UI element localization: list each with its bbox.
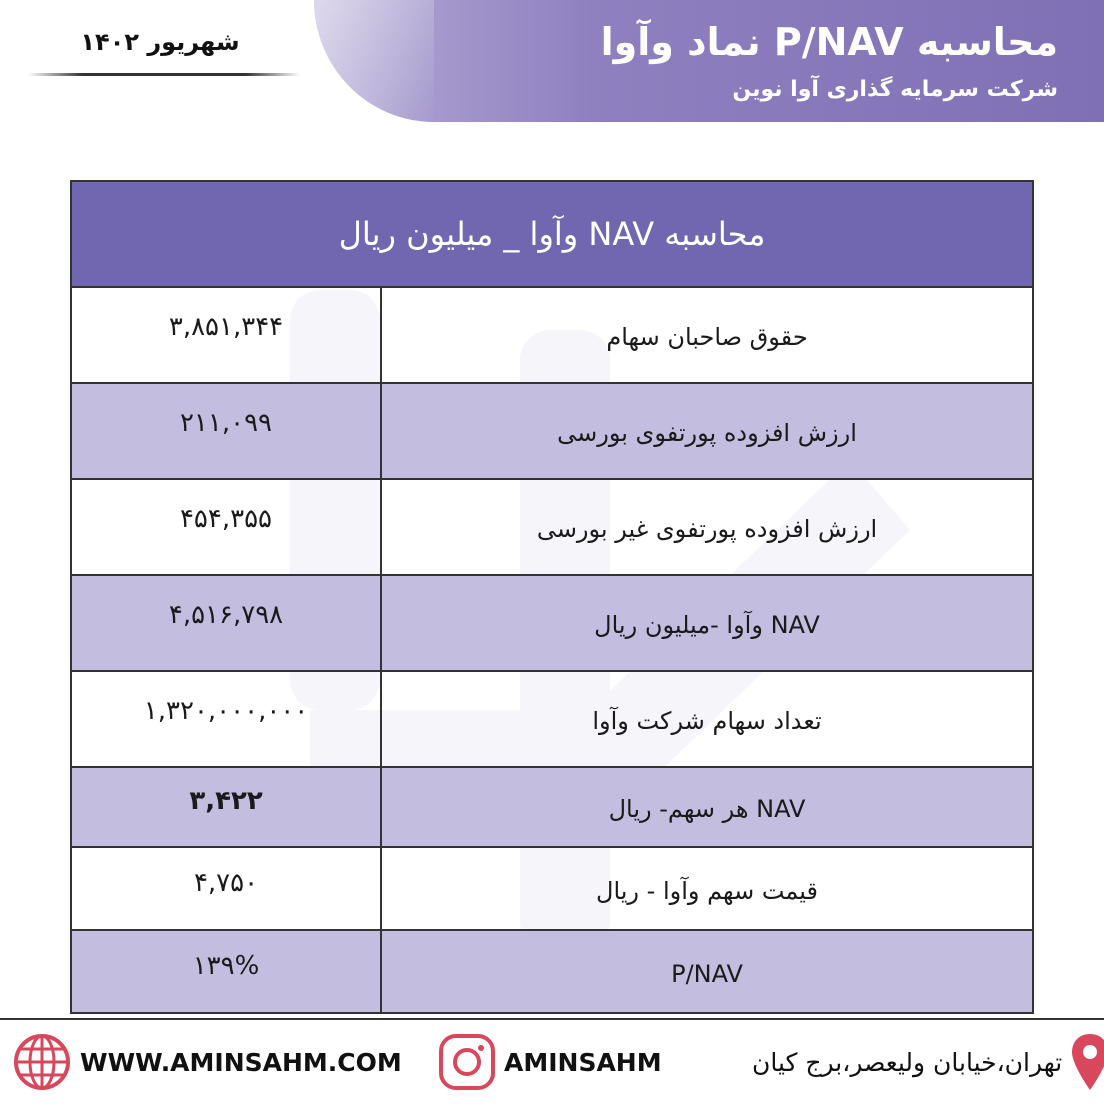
globe-icon (12, 1032, 72, 1092)
date-underline (28, 73, 300, 76)
address-text: تهران،خیابان ولیعصر،برج کیان (752, 1047, 1063, 1077)
table-row (72, 931, 1032, 1012)
table-row (72, 288, 1032, 384)
row-value: ۱,۳۲۰,۰۰۰,۰۰۰ (143, 696, 309, 726)
row-value: ۳,۸۵۱,۳۴۴ (168, 312, 284, 342)
location-pin-icon (1070, 1032, 1104, 1092)
table-row (72, 384, 1032, 480)
row-label: تعداد سهام شرکت وآوا (380, 672, 1032, 766)
instagram-icon (438, 1033, 496, 1091)
page-subtitle: شرکت سرمایه گذاری آوا نوین (732, 77, 1058, 102)
website-link[interactable] (12, 1030, 402, 1094)
table-row (72, 848, 1032, 931)
row-value: ۳,۴۲۲ (189, 786, 263, 816)
row-label: NAV هر سهم- ریال (380, 768, 1032, 846)
row-label: ارزش افزوده پورتفوی بورسی (380, 384, 1032, 478)
row-label: حقوق صاحبان سهام (380, 288, 1032, 382)
table-row (72, 480, 1032, 576)
instagram-handle: AMINSAHM (504, 1047, 662, 1077)
footer-divider (0, 1018, 1104, 1020)
instagram-link[interactable] (438, 1030, 662, 1094)
row-label: قیمت سهم وآوا - ریال (380, 848, 1032, 929)
nav-table (70, 180, 1034, 1014)
table-row (72, 672, 1032, 768)
website-text: WWW.AMINSAHM.COM (80, 1047, 402, 1077)
table-row (72, 576, 1032, 672)
row-value: ۲۱۱,۰۹۹ (179, 408, 273, 438)
row-label: NAV وآوا -میلیون ریال (380, 576, 1032, 670)
table-row (72, 768, 1032, 848)
address (752, 1030, 1104, 1094)
header-banner (314, 0, 1104, 122)
page-title: محاسبه P/NAV نماد وآوا (600, 20, 1058, 64)
row-value: ۴۵۴,۳۵۵ (179, 504, 273, 534)
row-label: ارزش افزوده پورتفوی غیر بورسی (380, 480, 1032, 574)
row-value: ۱۳۹% (192, 951, 260, 981)
row-value: ۴,۵۱۶,۷۹۸ (168, 600, 284, 630)
table-heading: محاسبه NAV وآوا _ میلیون ریال (72, 182, 1032, 288)
row-value: ۴,۷۵۰ (193, 868, 259, 898)
date-label: شهریور ۱۴۰۲ (80, 28, 240, 56)
row-label: P/NAV (380, 931, 1032, 1012)
